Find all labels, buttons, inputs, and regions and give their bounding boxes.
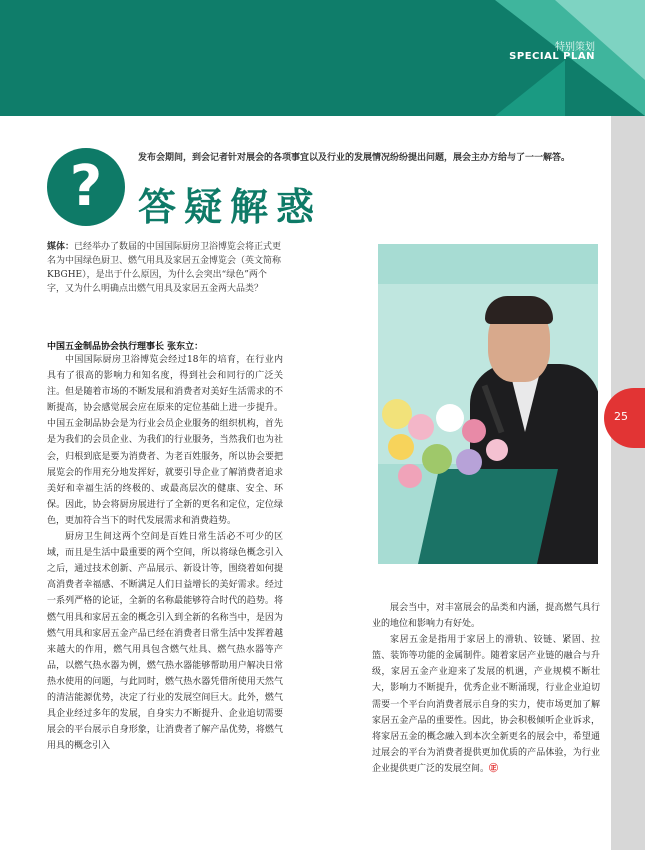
speaker-photo	[378, 244, 598, 564]
page-number: 25	[614, 410, 628, 423]
flower	[456, 449, 482, 475]
question-block	[47, 240, 283, 296]
flower	[398, 464, 422, 488]
question-mark-icon	[47, 148, 125, 226]
flower-arrangement	[378, 389, 528, 489]
article-column-right	[372, 600, 600, 777]
flower	[486, 439, 508, 461]
page-side-bar	[611, 116, 645, 850]
article-column-left	[47, 352, 283, 754]
end-mark-icon: ㊣	[489, 763, 499, 774]
question-label: 媒体：	[47, 242, 75, 252]
paragraph-text: 家居五金是指用于家居上的滑轨、铰链、紧固、拉篮、装饰等功能的金属制件。随着家居产业链的融合与升级，家居五金产业迎来了发展的机遇，产业规模不断壮大，影响力不断提升，优秀企业不断涌现，行业企业迫切需要一个平台向消费者展示自身的实力，使市场更加了解家居五金产品的重要性。因此，协会积极倾听企业诉求，将家居五金的概念融入到本次全新更名的展会中，希望通过展会的平台为消费者提供更加优质的产品体验，为行业企业提供更广泛的发展空间。	[372, 635, 600, 774]
flower	[462, 419, 486, 443]
paragraph: 展会当中，对丰富展会的品类和内涵，提高燃气具行业的地位和影响力有好处。	[372, 603, 600, 630]
question-text: 已经举办了数届的中国国际厨房卫浴博览会将正式更名为中国绿色厨卫、燃气用具及家居五金博览会（英文简称KBGHE），是出于什么原因，为什么会突出“绿色”两个字，又为什么明确点出燃气用具及家居五金两大品类？	[47, 242, 282, 294]
section-label-en: SPECIAL PLAN	[509, 51, 595, 62]
paragraph	[372, 632, 600, 777]
question-mark-glyph: ?	[69, 154, 103, 219]
paragraph: 中国国际厨房卫浴博览会经过18年的培育，在行业内具有了很高的影响力和知名度，得到社会和同行的广泛关注。但是随着市场的不断发展和消费者对美好生活需求的不断提高，协会感觉展会应在原来的定位基础上进一步提升。中国五金制品协会是为行业会员企业服务的组织机构，首先是为我们的会员企业、为我们的行业服务，当然我们也为社会，归根到底是要为消费者、为老百姓服务，所以协会要把展览会的作用充分地发挥好，就要引导企业了解消费者追求美好和幸福生活的终极的、或最高层次的健康、安全、环保。因此，协会将厨房展进行了全新的更名和定位，定位绿色，更加符合当下的时代发展需求和消费趋势。	[47, 355, 283, 526]
section-label-cn: 特别策划	[555, 42, 595, 53]
paragraph: 厨房卫生间这两个空间是百姓日常生活必不可少的区域，而且是生活中最重要的两个空间，所以将绿色概念引入之后，通过技术创新、产品展示、新设计等，围绕着如何提高消费者幸福感、不断满足人们日益增长的美好需求。经过一系列严格的论证，全新的名称最能够符合时代的趋势。将燃气用具和家居五金的概念引入到全新的名称当中，是因为燃气用具和家居五金产品已经在消费者日常生活中发挥着越来越大的作用，燃气用具包含燃气灶具、燃气热水器等产品，以燃气热水器为例，燃气热水器能够帮助用户解决日常热水使用的问题，与此同时，燃气热水器凭借所使用天然气的清洁能源优势，决定了行业的发展空间巨大。此外，燃气具企业经过多年的发展，自身实力不断提升、企业追切需要展会的平台展示自身形象，让消费者了解产品优势，将燃气用具的概念引入	[47, 532, 283, 752]
qa-section-title: 答疑解惑	[138, 184, 323, 229]
intro-text: 发布会期间，到会记者针对展会的各项事宜以及行业的发展情况纷纷提出问题，展会主办方给与了一一解答。	[138, 153, 571, 163]
flower	[388, 434, 414, 460]
flower	[408, 414, 434, 440]
speaker-title: 中国五金制品协会执行理事长 张东立：	[47, 342, 204, 352]
flower	[422, 444, 452, 474]
photo-speaker-hair	[485, 296, 553, 324]
page-header-band	[0, 0, 645, 116]
flower	[436, 404, 464, 432]
